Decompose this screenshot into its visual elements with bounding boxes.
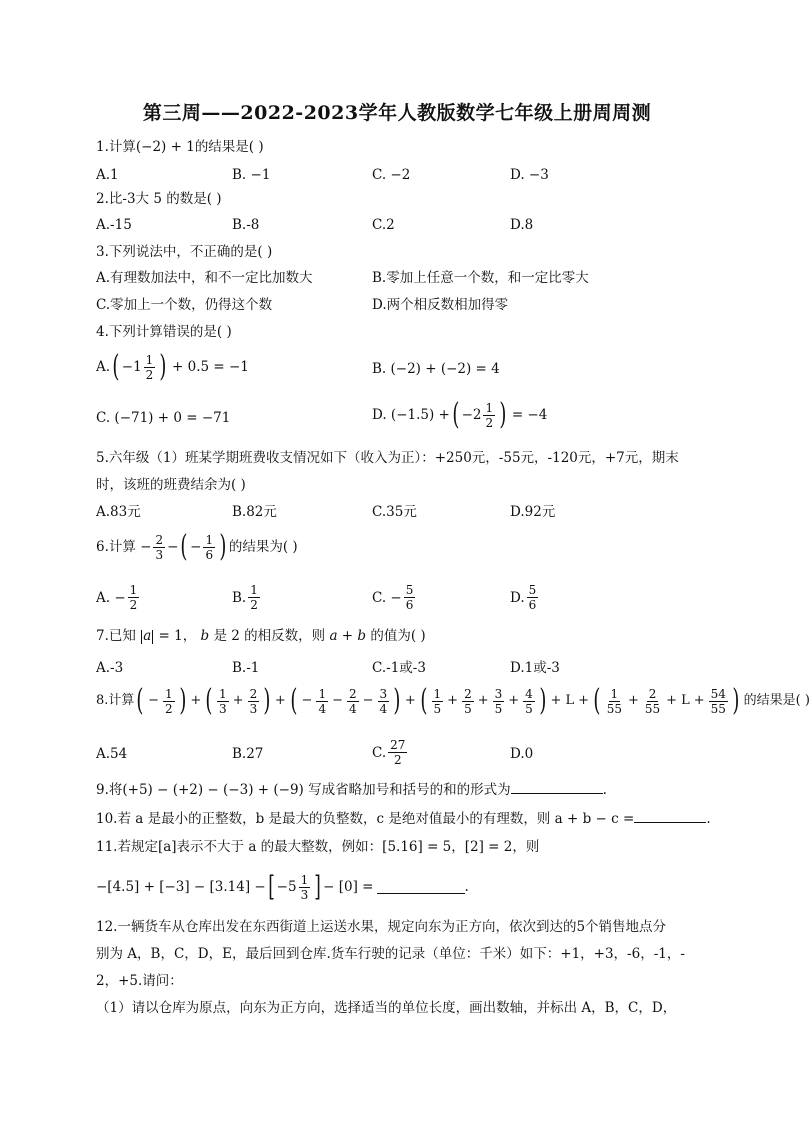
question-1-stem: 1.计算(−2) + 1的结果是( ): [96, 139, 264, 155]
q3-option-a: A.有理数加法中，和不一定比加数大: [96, 270, 313, 286]
question-7-stem: 7.已知 a = 1， b 是 2 的相反数，则 a + b 的值为( ): [96, 628, 426, 644]
q7-option-a: A.-3: [96, 660, 124, 676]
q4-option-d: D. (−1.5) + ( −2 $\frac{1}{2}$ ) = −4: [372, 397, 548, 432]
q4-option-c: C. (−71) + 0 = −71: [96, 410, 231, 426]
q8-option-a: A.54: [96, 746, 128, 762]
q8-option-b: B.27: [232, 746, 264, 762]
q4-option-a: A. ( −1 $\frac{1}{2}$ ) + 0.5 = −1: [96, 349, 249, 384]
q1-option-d: D. −3: [510, 167, 549, 183]
fraction: $\frac{1}{6}$: [205, 532, 214, 562]
question-3-stem: 3.下列说法中，不正确的是( ): [96, 244, 273, 260]
q1-option-a: A.1: [96, 167, 119, 183]
fraction: $\frac{1}{3}$: [300, 872, 309, 902]
fraction: $\frac{2}{4}$: [349, 686, 357, 716]
fraction: $\frac{1}{2}$: [165, 686, 173, 716]
question-8-stem: 8.计算 ( − $\frac{1}{2}$ ) + ( $\frac{1}{3}$ + $\frac{2}{3}$ ) + ( − $\frac{1}{4}$ − $\frac{2}{4}$ − $\frac{3}{4}$ ) + ( $\frac{1}{5}$ + $\frac{2}{5}$ + $\frac{3}{5}$ + $\frac{4}{5}$ ) + L + ( $\frac{1}{55}$ + $\frac{2}{55}$ + L + $\frac{54}{55}$ ) 的结果是( ): [96, 683, 810, 718]
q1-option-c: C. −2: [372, 167, 411, 183]
fraction: $\frac{1}{2}$: [145, 352, 154, 382]
q2-option-a: A.-15: [96, 217, 132, 233]
fraction: $\frac{1}{5}$: [433, 686, 442, 716]
fraction: $\frac{5}{6}$: [528, 583, 537, 612]
fraction: $\frac{2}{3}$: [249, 686, 258, 716]
q5-option-a: A.83元: [96, 504, 141, 520]
question-12-line-4: （1）请以仓库为原点，向东为正方向，选择适当的单位长度，画出数轴，并标出 A，B，C，D，: [96, 1000, 677, 1016]
fraction: $\frac{27}{2}$: [390, 738, 406, 767]
q8-option-c: C. $\frac{27}{2}$: [372, 738, 406, 767]
question-12-line-1: 12.一辆货车从仓库出发在东西街道上运送水果，规定向东为正方向，依次到达的5个销售地点分: [96, 919, 667, 935]
answer-blank[interactable]: [377, 881, 465, 894]
q5-option-c: C.35元: [372, 504, 417, 520]
fraction: $\frac{1}{4}$: [318, 686, 327, 716]
question-9-stem: 9.将(+5) − (+2) − (−3) + (−9) 写成省略加号和括号的和的形式为 .: [96, 782, 607, 798]
fraction: $\frac{54}{55}$: [710, 686, 726, 716]
q6-option-b: B. $\frac{1}{2}$: [232, 583, 258, 612]
fraction: $\frac{1}{2}$: [250, 583, 258, 612]
fraction: $\frac{3}{4}$: [379, 686, 388, 716]
question-5-line-1: 5.六年级（1）班某学期班费收支情况如下（收入为正）：+250元，-55元，-120元，+7元，期末: [96, 450, 679, 466]
q2-option-b: B.-8: [232, 217, 260, 233]
fraction: $\frac{1}{55}$: [606, 686, 622, 716]
fraction: $\frac{3}{5}$: [494, 686, 503, 716]
q7-option-c: C.-1或-3: [372, 660, 426, 676]
question-12-line-2: 别为 A，B，C，D，E，最后回到仓库.货车行驶的记录（单位：千米）如下：+1，+3，-6，-1，-: [96, 946, 685, 962]
q6-option-c: C. − $\frac{5}{6}$: [372, 583, 414, 612]
q7-option-d: D.1或-3: [510, 660, 560, 676]
q2-option-d: D.8: [510, 217, 534, 233]
question-5-line-2: 时，该班的班费结余为( ): [96, 477, 246, 493]
fraction: $\frac{2}{3}$: [155, 532, 164, 562]
q7-option-b: B.-1: [232, 660, 260, 676]
question-10-stem: 10.若 a 是最小的正整数，b 是最大的负整数，c 是绝对值最小的有理数，则 a + b − c = .: [96, 811, 711, 827]
q1-option-b: B. −1: [232, 167, 271, 183]
question-4-stem: 4.下列计算错误的是( ): [96, 324, 232, 340]
q5-option-d: D.92元: [510, 504, 556, 520]
fraction: $\frac{4}{5}$: [525, 686, 533, 716]
page-title: 第三周——2022-2023学年人教版数学七年级上册周周测: [142, 102, 652, 124]
q5-option-b: B.82元: [232, 504, 277, 520]
question-12-line-3: 2，+5.请问：: [96, 973, 183, 989]
q4-option-b: B. (−2) + (−2) = 4: [372, 361, 500, 377]
fraction: $\frac{2}{5}$: [464, 686, 472, 716]
fraction: $\frac{5}{6}$: [405, 583, 414, 612]
question-2-stem: 2.比-3大 5 的数是( ): [96, 191, 222, 207]
fraction: $\frac{2}{55}$: [644, 686, 661, 716]
fraction: $\frac{1}{3}$: [219, 686, 227, 716]
q6-option-a: A. − $\frac{1}{2}$: [96, 583, 138, 612]
q6-option-d: D. $\frac{5}{6}$: [510, 583, 537, 612]
q3-option-d: D.两个相反数相加得零: [372, 297, 509, 313]
question-11-line-2: −[4.5] + [−3] − [3.14] − [ −5 $\frac{1}{3}$ ] − [0] = .: [96, 870, 469, 903]
answer-blank[interactable]: [511, 781, 603, 794]
q2-option-c: C.2: [372, 217, 395, 233]
answer-blank[interactable]: [634, 810, 706, 823]
q3-option-c: C.零加上一个数，仍得这个数: [96, 297, 273, 313]
question-11-line-1: 11.若规定[a]表示不大于 a 的最大整数，例如：[5.16] = 5，[2] = 2，则: [96, 839, 540, 855]
q8-option-d: D.0: [510, 746, 534, 762]
q3-option-b: B.零加上任意一个数，和一定比零大: [372, 270, 589, 286]
question-6-stem: 6.计算 − $\frac{2}{3}$ − ( − $\frac{1}{6}$ ) 的结果为( ): [96, 529, 298, 564]
fraction: $\frac{1}{2}$: [485, 400, 494, 430]
fraction: $\frac{1}{2}$: [129, 583, 138, 612]
